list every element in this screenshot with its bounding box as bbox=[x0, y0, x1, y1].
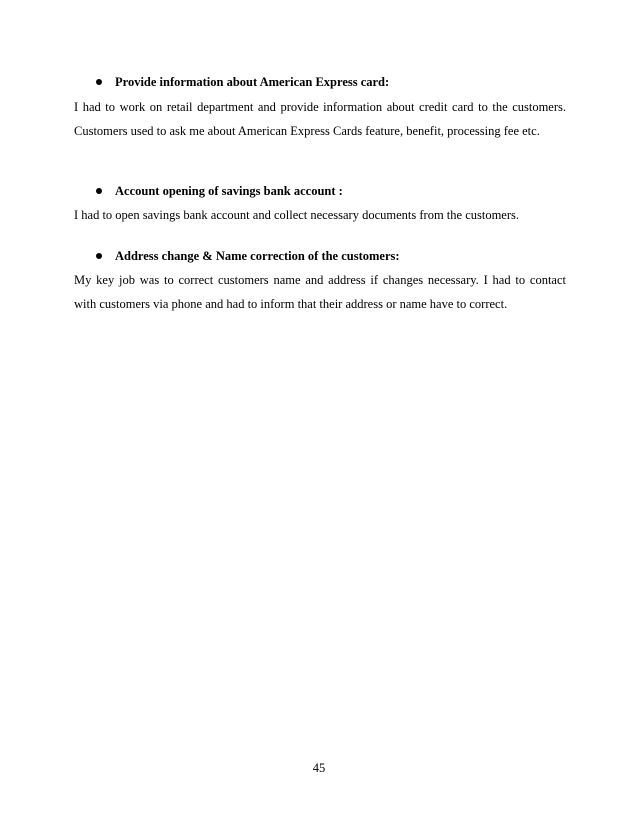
paragraph-line: with customers via phone and had to inform that their address or name have to correct. bbox=[74, 297, 508, 311]
paragraph bbox=[74, 268, 566, 316]
bullet-heading bbox=[74, 72, 566, 92]
bullet-heading bbox=[74, 181, 566, 201]
bullet-heading bbox=[74, 246, 566, 266]
bullet-icon bbox=[96, 79, 102, 85]
bullet-icon bbox=[96, 188, 102, 194]
page-number: 45 bbox=[312, 761, 326, 775]
paragraph-line: I had to work on retail department and provide information about credit card to the customers. bbox=[74, 100, 566, 114]
section-savings-account bbox=[74, 181, 566, 227]
paragraph bbox=[74, 95, 566, 143]
bullet-icon bbox=[96, 253, 102, 259]
section-heading: Account opening of savings bank account : bbox=[115, 184, 343, 198]
paragraph-line: My key job was to correct customers name and address if changes necessary. I had to contact bbox=[74, 273, 566, 287]
paragraph-line: I had to open savings bank account and collect necessary documents from the customers. bbox=[74, 208, 520, 222]
section-heading: Provide information about American Express card: bbox=[115, 75, 390, 89]
section-address-change bbox=[74, 246, 566, 316]
section-american-express bbox=[74, 72, 566, 143]
section-heading: Address change & Name correction of the customers: bbox=[115, 249, 400, 263]
paragraph-line: Customers used to ask me about American Express Cards feature, benefit, processing fee etc. bbox=[74, 124, 540, 138]
paragraph bbox=[74, 203, 566, 227]
